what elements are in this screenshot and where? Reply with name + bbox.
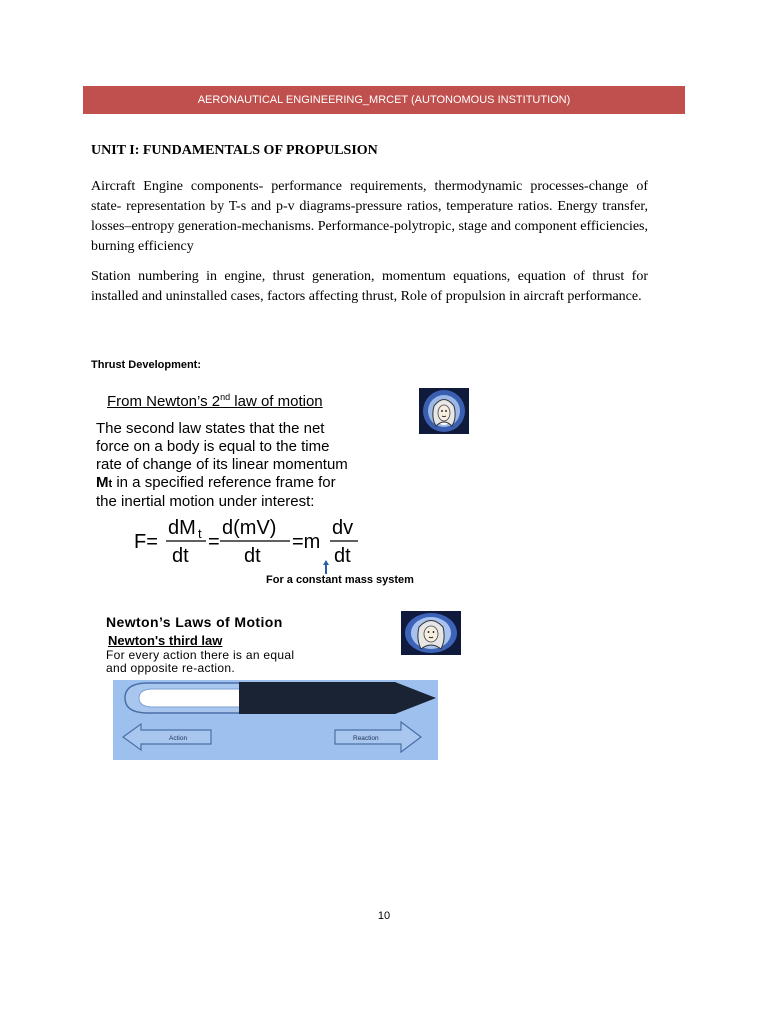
action-label: Action [169,735,188,742]
constant-mass-note: For a constant mass system [266,574,414,586]
figure2-line-2: and opposite re-action. [106,661,235,675]
syllabus-paragraph-1: Aircraft Engine components- performance requirements, thermodynamic processes-change of state- representation by T-s and p-v diagrams-pressure ratios, temperature ratios. Energy transfer, losses–entropy generation-mechanisms. Performance-polytropic, stage and component efficiencies, burning efficiency [91,179,648,254]
figure1-line-5: the inertial motion under interest: [96,493,315,510]
eq-denominator-3: dt [334,545,351,567]
newton-third-law-figure [103,609,463,764]
momentum-symbol: M [96,474,109,491]
exhaust-arrow-inner [139,689,241,707]
eq-numerator-1: dM [168,517,196,539]
momentum-subscript: t [108,478,113,490]
figure1-line-1: The second law states that the net [96,420,325,437]
eq-denominator-1: dt [172,545,189,567]
eq-equals-2: =m [292,531,321,553]
action-reaction-diagram [113,680,438,760]
eq-numerator-1-sub: t [198,526,202,541]
section-heading: Thrust Development: [91,359,202,371]
newton-second-law-figure [92,384,472,594]
figure2-subtitle: Newton's third law [108,633,223,648]
figure1-line-4-rest: in a specified reference frame for [112,474,336,491]
figure1-body [96,420,436,511]
eq-f: F= [134,531,158,553]
eq-numerator-3: dv [332,517,354,539]
figure1-title [107,392,323,410]
figure1-line-4 [96,474,436,493]
page-number: 10 [377,910,391,922]
rocket-icon [239,682,436,714]
pointer-arrow-icon [322,560,330,574]
header-banner: AERONAUTICAL ENGINEERING_MRCET (AUTONOMOUS INSTITUTION) [83,86,685,114]
figure2-title: Newton’s Laws of Motion [106,614,283,630]
figure2-body [106,649,396,675]
figure1-line-3: rate of change of its linear momentum [96,456,348,473]
syllabus-paragraph-2: Station numbering in engine, thrust generation, momentum equations, equation of thrust for installed and uninstalled cases, factors affecting thrust, Role of propulsion in aircraft performance. [91,269,648,304]
figure1-title-end: law of motion [230,393,323,410]
eq-equals-1: = [208,531,220,553]
eq-denominator-2: dt [244,545,261,567]
figure1-title-sup: nd [220,392,231,402]
figure1-title-text: From Newton’s 2 [107,393,221,410]
figure1-line-2: force on a body is equal to the time [96,438,330,455]
unit-title: UNIT I: FUNDAMENTALS OF PROPULSION [91,143,378,158]
figure2-line-1: For every action there is an equal [106,648,295,662]
newton-portrait-icon [401,611,461,655]
eq-numerator-2: d(mV) [222,517,277,539]
momentum-equation [132,512,372,568]
reaction-label: Reaction [353,735,379,742]
